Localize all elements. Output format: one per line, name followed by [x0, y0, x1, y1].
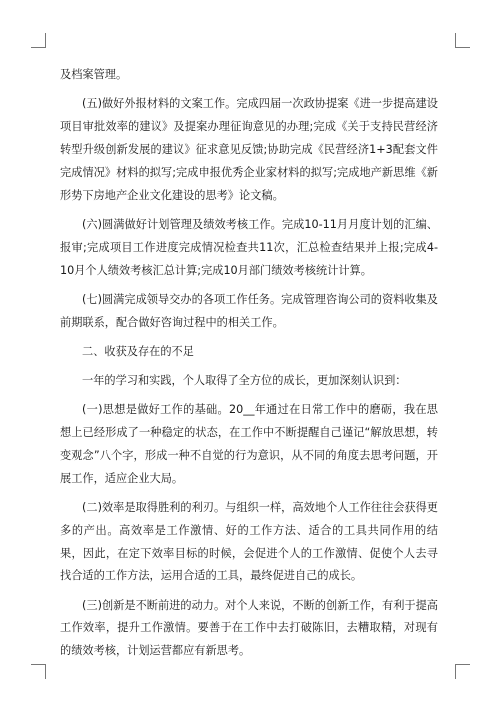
crop-mark-bottom-left [31, 664, 46, 679]
crop-mark-top-left [31, 33, 46, 48]
paragraph-point-3: (三)创新是不断前进的动力。对个人来说，不断的创新工作，有利于提高工作效率，提升工作激情。要善于在工作中去打破陈旧，去糟取精，对现有的绩效考核，计划运营都应有新思考。 [60, 598, 438, 658]
paragraph-point-2: (二)效率是取得胜利的利刃。与组织一样，高效地个人工作往往会获得更多的产出。高效率是工作激情、好的工作方法、适合的工具共同作用的结果，因此，在定下效率目标的时候，会促进个人的工作激情、促使个人去寻找合适的工作方法，运用合适的工具，最终促进自己的成长。 [60, 500, 438, 583]
paragraph-item-5: (五)做好外报材料的文案工作。完成四届一次政协提案《进一步提高建设项目审批效率的建议》及提案办理征询意见的办理;完成《关于支持民营经济转型升级创新发展的建议》征求意见反馈;协助完成《民营经济1+3配套文件完成情况》材料的拟写;完成申报优秀企业家材料的拟写;完成地产新思维《新形势下房地产企业文化建设的思考》论文稿。 [60, 97, 438, 202]
paragraph-archive: 及档案管理。 [60, 68, 128, 81]
paragraph-item-7: (七)圆满完成领导交办的各项工作任务。完成管理咨询公司的资料收集及前期联系，配合做好咨询过程中的相关工作。 [60, 292, 438, 329]
paragraph-item-6: (六)圆满做好计划管理及绩效考核工作。完成10-11月月度计划的汇编、报审;完成项目工作进度完成情况检查共11次，汇总检查结果并上报;完成4-10月个人绩效考核汇总计算;完成10月部门绩效考核统计计算。 [60, 217, 438, 277]
crop-mark-bottom-right [455, 664, 470, 679]
document-body [60, 64, 438, 669]
paragraph-intro: 一年的学习和实践，个人取得了全方位的成长，更加深刻认识到： [82, 373, 407, 387]
paragraph-point-1: (一)思想是做好工作的基础。20__年通过在日常工作中的磨砺，我在思想上已经形成了一种稳定的状态，在工作中不断提醒自己谨记“解放思想，转变观念”八个字，形成一种不自觉的行为意识，从不同的角度去思考问题，开展工作，适应企业大局。 [60, 402, 438, 485]
crop-mark-top-right [455, 33, 470, 48]
section-heading-2: 二、收获及存在的不足 [82, 344, 194, 358]
